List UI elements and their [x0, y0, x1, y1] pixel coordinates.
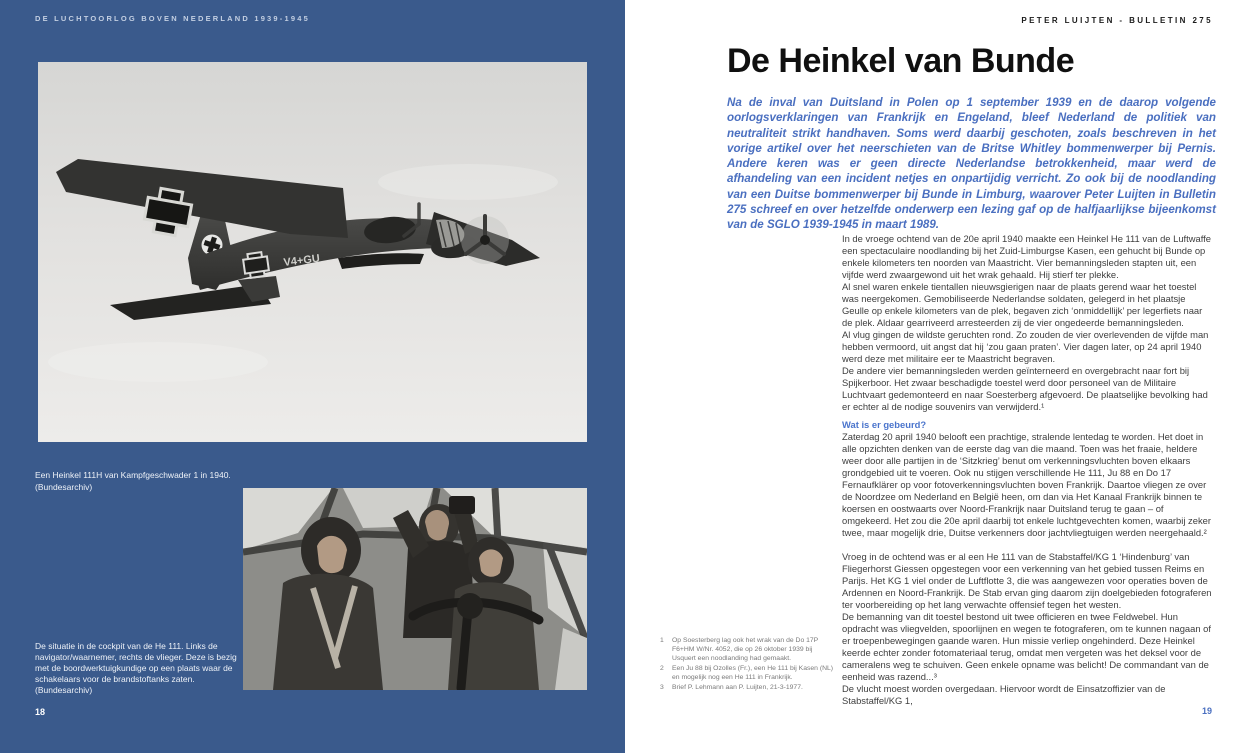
article-intro: Na de inval van Duitsland in Polen op 1 september 1939 en de daarop volgende oorlogsverklaringen van Frankrijk en Engeland, bleef Nederland de politiek van neutraliteit strikt handhaven. Soms werd daarbij geschoten, zoals beschreven in het vorige artikel over het neerschieten van de Britse Whitley bommenwerper bij Pernis. Andere keren was er geen directe Nederlandse betrokkenheid, maar werd de afhandeling van een incident netjes en onpartijdig verricht. Zo ook bij de noodlanding van een Duitse bommenwerper bij Bunde in Limburg, waarover Peter Luijten in Bulletin 275 schreef en over hetzelfde onderwerp een lezing gaf op de halfjaarlijkse bijeenkomst van de SGLO 1939-1945 in maart 1989. [727, 96, 1216, 232]
page-number-left: 18 [35, 707, 46, 717]
footnote-text: Op Soesterberg lag ook het wrak van de Do 17P F6+HM W/Nr. 4052, die op 26 oktober 1939 bij Usquert een noodlanding had gemaakt. [672, 637, 819, 662]
body-paragraph: De vlucht moest worden overgedaan. Hiervoor wordt de Einsatzoffizier van de Stabstaffel/KG 1, [842, 683, 1166, 706]
section-heading: Wat is er gebeurd? [842, 419, 927, 430]
running-header-left: DE LUCHTOORLOG BOVEN NEDERLAND 1939-1945 [35, 14, 310, 23]
footnote-number: 1 [660, 637, 664, 644]
heinkel-in-flight-photo [38, 62, 587, 442]
spacer [842, 539, 1214, 551]
footnote [660, 636, 834, 663]
footnote-text: Een Ju 88 bij Ozolles (Fr.), een He 111 bij Kasen (NL) en mogelijk nog een He 111 in Frankrijk. [672, 665, 834, 681]
body-paragraph: Zaterdag 20 april 1940 belooft een prachtige, stralende lentedag te worden. Het doet in alle opzichten denken van de eerste dag van die maand. Toen was het fraaie, heldere weer door alle partijen in de ‘Sitzkrieg’ benut om verkenningsvluchten boven elkaars grondgebied uit te voeren. Ook nu stijgen verschillende He 111, Ju 88 en Do 17 Fernaufklärer op voor fotoverkenningsvluchten boven Frankrijk. Daartoe vliegen ze over de Noordzee om Nederland en België heen, om dan via Het Kanaal Frankrijk binnen te koersen en oostwaarts over Noord-Frankrijk naar Duitsland terug te gaan – of omgekeerd. Het zou die 20e april daarbij tot enkele luchtgevechten komen, waarbij zeker twee, maar mogelijk drie, Duitse verkenners door jachtvliegtuigen werden neergehaald.² [842, 431, 1211, 538]
cockpit-photo [243, 488, 587, 690]
running-header-right: PETER LUIJTEN - BULLETIN 275 [1021, 16, 1213, 25]
body-paragraph: Al vlug gingen de wildste geruchten rond. Zo zouden de vier overlevenden de vijfde man hebben vermoord, uit angst dat hij ‘zou gaan praten’. Vier dagen later, op 24 april 1940 werd deze met militaire eer te Maastricht begraven. [842, 329, 1209, 364]
photo1-caption: Een Heinkel 111H van Kampfgeschwader 1 in 1940. (Bundesarchiv) [35, 470, 231, 492]
body-paragraph: Al snel waren enkele tientallen nieuwsgierigen naar de plaats gerend waar het toestel was neergekomen. Gemobiliseerde Nederlandse soldaten, gelegerd in het plaatsje Geulle op enkele kilometers van de plek, begaven zich ‘onmiddellijk’ per legerfiets naar de plek. Aldaar gearriveerd arresteerden zij de vier ongedeerde bemanningsleden. [842, 281, 1203, 328]
article-body [842, 233, 1214, 707]
footnote-number: 3 [660, 684, 664, 691]
footnote [660, 664, 834, 682]
photo2-caption: De situatie in de cockpit van de He 111. Links de navigator/waarnemer, rechts de vlieger. Deze is bezig met de boordwerktuigkundige op een plaats waar de schakelaars voor de brandstoftanks zaten. (Bundesarchiv) [35, 641, 237, 695]
footnote-number: 2 [660, 665, 664, 672]
body-paragraph: De bemanning van dit toestel bestond uit twee officieren en twee Feldwebel. Hun opdracht was vliegvelden, spoorlijnen en wegen te fotograferen, om te kunnen nagaan of er troepenbewegingen gaande waren. Hun missie verliep ongehinderd. Deze Heinkel keerde echter zonder fotomateriaal terug, omdat men vergeten was het deksel voor de cameralens weg te schuiven. Geen enkele opname was belicht! De commandant van de eenheid was razend...³ [842, 611, 1211, 682]
right-page [625, 0, 1250, 753]
cockpit-illustration [243, 488, 587, 690]
footnotes [660, 636, 834, 693]
fuselage-code-text: V4+GU [282, 252, 321, 269]
footnote-text: Brief P. Lehmann aan P. Luijten, 21-3-1977. [672, 684, 803, 691]
footnote [660, 683, 834, 692]
body-paragraph: De andere vier bemanningsleden werden geïnterneerd en overgebracht naar fort bij Spijkerboor. Het zwaar beschadigde toestel werd door personeel van de Militaire Luchtvaart gedemonteerd en naar Soesterberg afgevoerd. De plaatselijke bevolking had er echter al de nodige souvenirs van verwijderd.¹ [842, 365, 1208, 412]
page-number-right: 19 [1202, 706, 1213, 716]
article-title: De Heinkel van Bunde [727, 42, 1075, 80]
body-paragraph: Vroeg in de ochtend was er al een He 111 van de Stabstaffel/KG 1 ‘Hindenburg’ van Fliegerhorst Giessen opgestegen voor een verkenning van het gebied tussen Reims en Parijs. Het KG 1 viel onder de Luftflotte 3, die was aangewezen voor operaties boven de Ardennen en Noord-Frankrijk. De Stab ervan ging daarom zijn doelgebieden fotograferen ter voorbereiding op het lang verwachte offensief tegen het westen. [842, 551, 1212, 610]
body-paragraph: In de vroege ochtend van de 20e april 1940 maakte een Heinkel He 111 van de Luftwaffe een spectaculaire noodlanding bij het Zuid-Limburgse Kasen, een gehucht bij Bunde op enkele kilometers ten noorden van Maastricht. Vier bemanningsleden stapten uit, een vijfde werd zwaargewond uit het wrak gehaald. Hij stierf ter plekke. [842, 233, 1212, 280]
heinkel-in-flight-illustration [38, 62, 587, 442]
